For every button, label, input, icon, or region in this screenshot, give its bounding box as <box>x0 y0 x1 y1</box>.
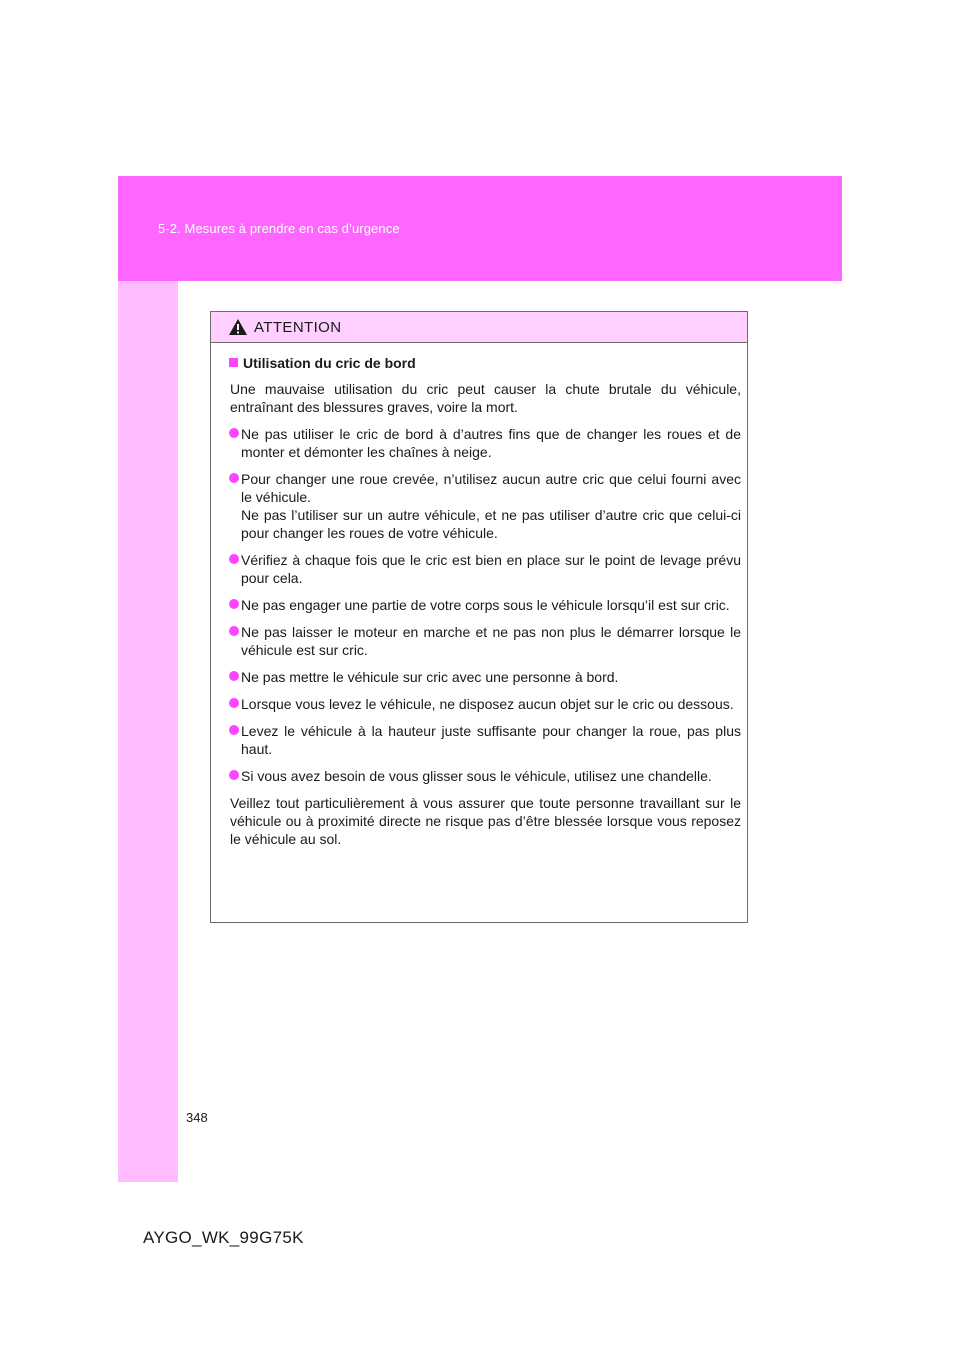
circle-bullet-icon <box>229 626 239 636</box>
bullet-line: Vérifiez à chaque fois que le cric est bien en place sur le point de levage prévu pour cela. <box>241 552 741 586</box>
circle-bullet-icon <box>229 671 239 681</box>
square-bullet-icon <box>229 358 238 367</box>
bullet-text <box>241 425 741 461</box>
warning-closing: Veillez tout particulièrement à vous assurer que toute personne travaillant sur le véhicule ou à proximité directe ne risque pas d’être blessée lorsque vous reposez le véhicule au sol. <box>230 795 741 847</box>
bullet-line: Ne pas engager une partie de votre corps sous le véhicule lorsqu’il est sur cric. <box>241 597 730 613</box>
bullet-line: Lorsque vous levez le véhicule, ne disposez aucun objet sur le cric ou dessous. <box>241 696 734 712</box>
bullet-text <box>241 623 741 659</box>
circle-bullet-icon <box>229 428 239 438</box>
subheading-text: Utilisation du cric de bord <box>243 355 416 371</box>
warning-bullet-list <box>229 425 741 785</box>
bullet-text <box>241 596 741 614</box>
warning-bullet <box>229 722 741 758</box>
warning-bullet <box>229 623 741 659</box>
warning-bullet <box>229 767 741 785</box>
bullet-line: Ne pas l’utiliser sur un autre véhicule, et ne pas utiliser d’autre cric que celui-ci pour changer les roues de votre véhicule. <box>241 507 741 541</box>
warning-header <box>211 312 747 343</box>
warning-intro: Une mauvaise utilisation du cric peut causer la chute brutale du véhicule, entraînant des blessures graves, voire la mort. <box>230 381 741 415</box>
bullet-line: Si vous avez besoin de vous glisser sous le véhicule, utilisez une chandelle. <box>241 768 712 784</box>
warning-bullet <box>229 551 741 587</box>
circle-bullet-icon <box>229 698 239 708</box>
warning-bullet <box>229 668 741 686</box>
warning-title: ATTENTION <box>254 319 342 336</box>
page-number: 348 <box>186 1110 208 1125</box>
bullet-text <box>241 695 741 713</box>
warning-bullet <box>229 596 741 614</box>
warning-triangle-icon <box>228 318 248 336</box>
bullet-text <box>241 551 741 587</box>
warning-subheading <box>229 354 741 372</box>
side-tab <box>118 281 178 1182</box>
bullet-text <box>241 767 741 785</box>
warning-box <box>210 311 748 923</box>
bullet-line: Pour changer une roue crevée, n’utilisez aucun autre cric que celui fourni avec le véhicule. <box>241 471 741 505</box>
bullet-line: Ne pas utiliser le cric de bord à d’autres fins que de changer les roues et de monter et démonter les chaînes à neige. <box>241 426 741 460</box>
section-title: 5-2. Mesures à prendre en cas d’urgence <box>158 221 400 236</box>
circle-bullet-icon <box>229 473 239 483</box>
warning-body <box>211 343 747 848</box>
bullet-line: Levez le véhicule à la hauteur juste suffisante pour changer la roue, pas plus haut. <box>241 723 741 757</box>
circle-bullet-icon <box>229 770 239 780</box>
warning-bullet <box>229 695 741 713</box>
bullet-line: Ne pas laisser le moteur en marche et ne pas non plus le démarrer lorsque le véhicule est sur cric. <box>241 624 741 658</box>
warning-bullet <box>229 470 741 542</box>
circle-bullet-icon <box>229 554 239 564</box>
bullet-text <box>241 722 741 758</box>
warning-bullet <box>229 425 741 461</box>
circle-bullet-icon <box>229 725 239 735</box>
circle-bullet-icon <box>229 599 239 609</box>
bullet-text <box>241 668 741 686</box>
document-code: AYGO_WK_99G75K <box>143 1228 304 1247</box>
bullet-text <box>241 470 741 542</box>
bullet-line: Ne pas mettre le véhicule sur cric avec une personne à bord. <box>241 669 619 685</box>
